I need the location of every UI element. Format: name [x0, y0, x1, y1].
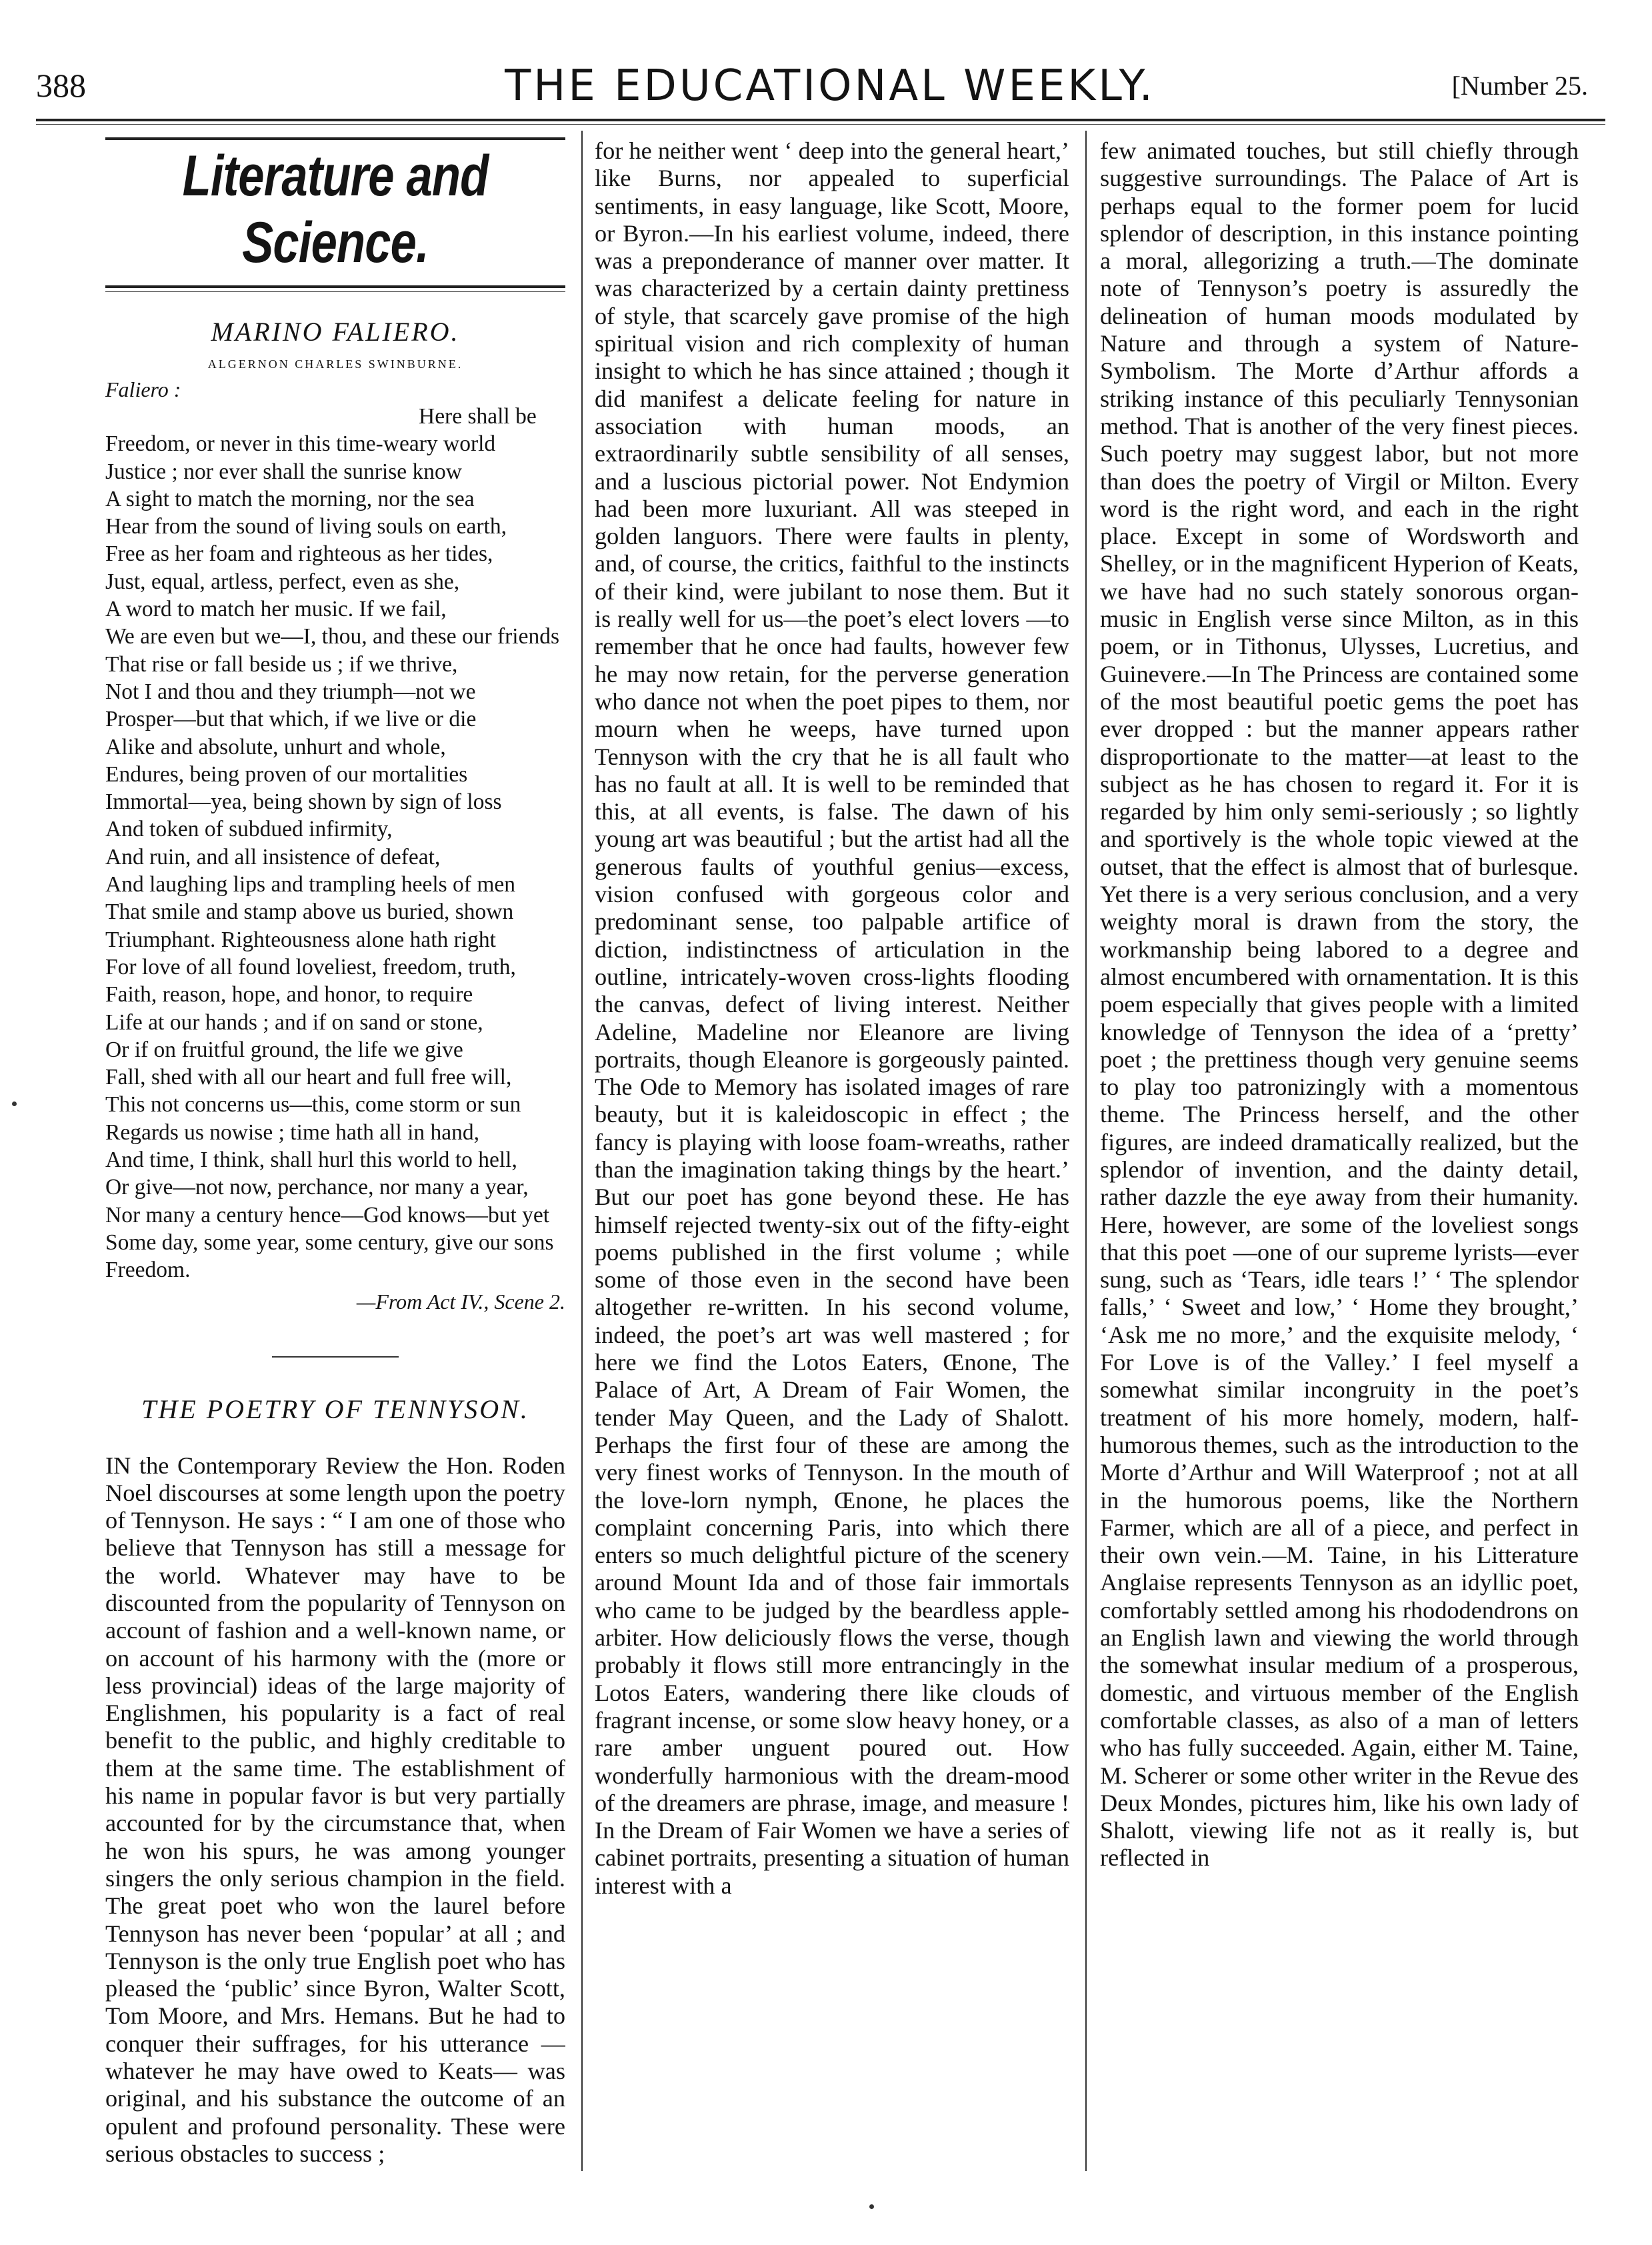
poem-title: MARINO FALIERO. — [211, 317, 460, 347]
publication-title: THE EDUCATIONAL WEEKLY. — [505, 61, 1155, 111]
poem-line: Not I and thou and they triumph—not we — [105, 679, 476, 704]
article-text-col3 — [1100, 137, 1579, 1872]
print-speck — [869, 2204, 874, 2209]
poem-line: Justice ; nor ever shall the sunrise know — [105, 459, 462, 484]
poem-line: Free as her foam and righteous as her tides, — [105, 541, 493, 567]
poem-line: Some day, some year, some century, give our sons — [105, 1230, 554, 1255]
column-divider-2 — [1085, 131, 1087, 2171]
poem-line: Immortal—yea, being shown by sign of loss — [105, 789, 502, 815]
column-divider-1 — [581, 131, 583, 2171]
article-paragraph: IN the Contemporary Review the Hon. Roden Noel discourses at some length upon the poetry of Tennyson. He says : “ I am one of those who believe that Tennyson has still a message for the world. Whatever may have to be discounted from the popularity of Tennyson on account of fashion and a well-known name, or on account of his harmony with the (more or less provincial) ideas of the large majority of Englishmen, his popularity is a fact of real benefit to the public, and highly creditable to them at the same time. The establishment of his name in popular favor is but very partially accounted for by the circumstance that, when he won his spurs, he was among younger singers the only serious champion in the field. The great poet who won the laurel before Tennyson has never been ‘popular’ at all ; and Tennyson is the only true English poet who has pleased the ‘public’ since Byron, Walter Scott, Tom Moore, and Mrs. Hemans. But he had to conquer their suffrages, for his utterance —whatever he may have owed to Keats— was original, and his substance the outcome of an opulent and profound personality. These were serious obstacles to success ; — [105, 1452, 565, 2167]
section-rule — [105, 285, 565, 288]
section-heading: Literature and Science. — [182, 144, 489, 275]
column-1 — [105, 137, 565, 2198]
article-text-col1 — [105, 1452, 565, 2168]
poem-line: Alike and absolute, unhurt and whole, — [105, 734, 446, 759]
poem-line: A sight to match the morning, nor the sea — [105, 486, 475, 511]
issue-number: [Number 25. — [1451, 71, 1588, 101]
poem-line: We are even but we—I, thou, and these our friends — [105, 624, 560, 649]
article-text-col2 — [595, 137, 1069, 1900]
poem-line: Here shall be — [419, 404, 537, 429]
poem-line: Or if on fruitful ground, the life we give — [105, 1037, 463, 1062]
poem-line: Regards us nowise ; time hath all in hand, — [105, 1119, 480, 1145]
poem-line: Fall, shed with all our heart and full free will, — [105, 1065, 512, 1090]
poem-line: Nor many a century hence—God knows—but yet — [105, 1202, 550, 1228]
poem-line: And laughing lips and trampling heels of men — [105, 872, 515, 897]
poem-line: That smile and stamp above us buried, shown — [105, 899, 514, 925]
poem-line: Faith, reason, hope, and honor, to require — [105, 982, 473, 1007]
poem-line: Or give—not now, perchance, nor many a year, — [105, 1175, 529, 1200]
article-paragraph: few animated touches, but still chiefly through suggestive surroundings. The Palace of Art is perhaps equal to the former poem for lucid splendor of description, in this instance pointing a moral, allegorizing a truth.—The dominate note of Tennyson’s poetry is assuredly the delineation of human moods modulated by Nature and through a system of Nature-Symbolism. The Morte d’Arthur affords a striking instance of this peculiarly Tennysonian method. That is another of the very finest pieces. Such poetry may suggest labor, but not more than does the poetry of Virgil or Milton. Every word is the right word, and each in the right place. Except in some of Wordsworth and Shelley, or in the magnificent Hyperion of Keats, we have had no such stately sonorous organ-music in English verse since Milton, as in this poem, or in Tithonus, Ulysses, Lucretius, and Guinevere.—In The Princess are contained some of the most beautiful poetic gems the poet has ever dropped : but the manner appears rather disproportionate to the matter—at least to the subject as he has chosen to regard it. For it is regarded by him only semi-seriously ; so lightly and sportively is the whole topic viewed at the outset, that the effect is almost that of burlesque. Yet there is a very serious conclusion, and a very weighty moral is drawn from the story, the workmanship being labored to a degree and almost encumbered with ornamentation. It is this poem especially that gives people with a limited knowledge of Tennyson the idea of a ‘pretty’ poet ; the prettiness though very genuine seems to play too patronizingly with a momentous theme. The Princess herself, and the other figures, are indeed dramatically realized, but the splendor of invention, and the dainty detail, rather dazzle the eye away from their humanity. Here, however, are some of the loveliest songs that this poet —one of our supreme lyrists—ever sung, such as ‘Tears, idle tears !’ ‘ The splendor falls,’ ‘ Sweet and low,’ ‘ Home they brought,’ ‘Ask me no more,’ and the exquisite melody, ‘ For Love is of the Valley.’ I feel myself a somewhat similar incongruity in the poet’s treatment of his more homely, modern, half-humorous themes, such as the introduction to the Morte d’Arthur and Will Waterproof ; not at all in the humorous poems, like the Northern Farmer, which are all of a piece, and perfect in their own vein.—M. Taine, in his Litterature Anglaise represents Tennyson as an idyllic poet, comfortably settled among his rhododendrons on an English lawn and viewing the world through the somewhat insular medium of a prosperous, domestic, and virtuous member of the English comfortable classes, as also of a man of letters who has fully succeeded. Again, either M. Taine, M. Scherer or some other writer in the Revue des Deux Mondes, pictures him, like his own lady of Shalott, viewing life not as it really is, but reflected in — [1100, 137, 1579, 1872]
poem-line: Hear from the sound of living souls on earth, — [105, 514, 507, 539]
poem-line: Freedom. — [105, 1258, 191, 1283]
poem-line: For love of all found loveliest, freedom, truth, — [105, 954, 516, 979]
header-rule — [36, 119, 1605, 121]
article-title: THE POETRY OF TENNYSON. — [141, 1394, 529, 1424]
poem-speaker: Faliero : — [105, 377, 181, 401]
poem-line: Just, equal, artless, perfect, even as she, — [105, 569, 460, 594]
poem-line: And ruin, and all insistence of defeat, — [105, 844, 441, 869]
article-paragraph: for he neither went ‘ deep into the general heart,’ like Burns, nor appealed to superficial sentiments, in easy language, like Scott, Moore, or Byron.—In his earliest volume, indeed, there was a preponderance of manner over matter. It was characterized by a certain dainty prettiness of style, that scarcely gave promise of the high spiritual vision and rich complexity of human insight to which he has since attained ; though it did manifest a delicate feeling for nature in association with human moods, an extraordinarily subtle sensibility of all senses, and a luscious pictorial power. Not Endymion had been more luxuriant. All was steeped in golden languors. There were faults in plenty, and, of course, the critics, faithful to the instincts of their kind, were jubilant to nose them. But it is really well for us—the poet’s elect lovers —to remember that he once had faults, however few he may now retain, for the perverse generation who dance not when the poet pipes to them, nor mourn when he weeps, have turned upon Tennyson with the cry that he is all fault who has no fault at all. It is well to be reminded that this, at all events, is false. The dawn of his young art was beautiful ; but the artist had all the generous faults of youthful genius—excess, vision confused with gorgeous color and predominant sense, too palpable artifice of diction, indistinctness of articulation in the outline, intricately-woven cross-lights flooding the canvas, defect of living interest. Neither Adeline, Madeline nor Eleanore are living portraits, though Eleanore is gorgeously painted. The Ode to Memory has isolated images of rare beauty, but it is kaleidoscopic in effect ; the fancy is playing with loose foam-wreaths, rather than the imagination taking things by the heart.’ But our poet has gone beyond these. He has himself rejected twenty-six out of the fifty-eight poems published in the first volume ; while some of those even in the second have been altogether re-written. In his second volume, indeed, the poet’s art was well mastered ; for here we find the Lotos Eaters, Œnone, The Palace of Art, A Dream of Fair Women, the tender May Queen, and the Lady of Shalott. Perhaps the first four of these are among the very finest works of Tennyson. In the mouth of the love-lorn nymph, Œnone, he places the complaint concerning Paris, into which there enters so much delightful picture of the scenery around Mount Ida and of those fair immortals who came to be judged by the beardless apple-arbiter. How deliciously flows the verse, though probably it flows still more entrancingly in the Lotos Eaters, wandering there like clouds of fragrant incense, or some slow heavy honey, or a rare amber unguent poured out. How wonderfully harmonious with the dream-mood of the dreamers are phrase, image, and measure ! In the Dream of Fair Women we have a series of cabinet portraits, presenting a situation of human interest with a — [595, 137, 1069, 1899]
poem-line: Triumphant. Righteousness alone hath right — [105, 927, 496, 952]
header-rule-thin — [36, 124, 1605, 125]
column-3 — [1100, 137, 1579, 2198]
poem-line: A word to match her music. If we fail, — [105, 597, 447, 622]
article-separator — [272, 1356, 399, 1358]
poem-line: And time, I think, shall hurl this world to hell, — [105, 1148, 517, 1173]
poem-line: This not concerns us—this, come storm or sun — [105, 1092, 521, 1117]
poem-line: And token of subdued infirmity, — [105, 817, 393, 842]
poem-line: Life at our hands ; and if on sand or stone, — [105, 1009, 483, 1035]
masthead — [0, 0, 1652, 127]
page-number: 388 — [36, 67, 86, 104]
poem-line: Freedom, or never in this time-weary world — [105, 431, 496, 457]
print-speck — [12, 1101, 17, 1106]
poem-body — [105, 403, 565, 1284]
poem-line: Endures, being proven of our mortalities — [105, 761, 468, 787]
poem-line: Prosper—but that which, if we live or die — [105, 707, 477, 732]
column-2 — [595, 137, 1069, 2198]
poem-line: That rise or fall beside us ; if we thrive, — [105, 651, 458, 677]
section-rule-thin — [105, 291, 565, 292]
poem-source: —From Act IV., Scene 2. — [356, 1289, 565, 1314]
section-rule-top — [105, 137, 565, 140]
poem-author: ALGERNON CHARLES SWINBURNE. — [207, 357, 463, 371]
